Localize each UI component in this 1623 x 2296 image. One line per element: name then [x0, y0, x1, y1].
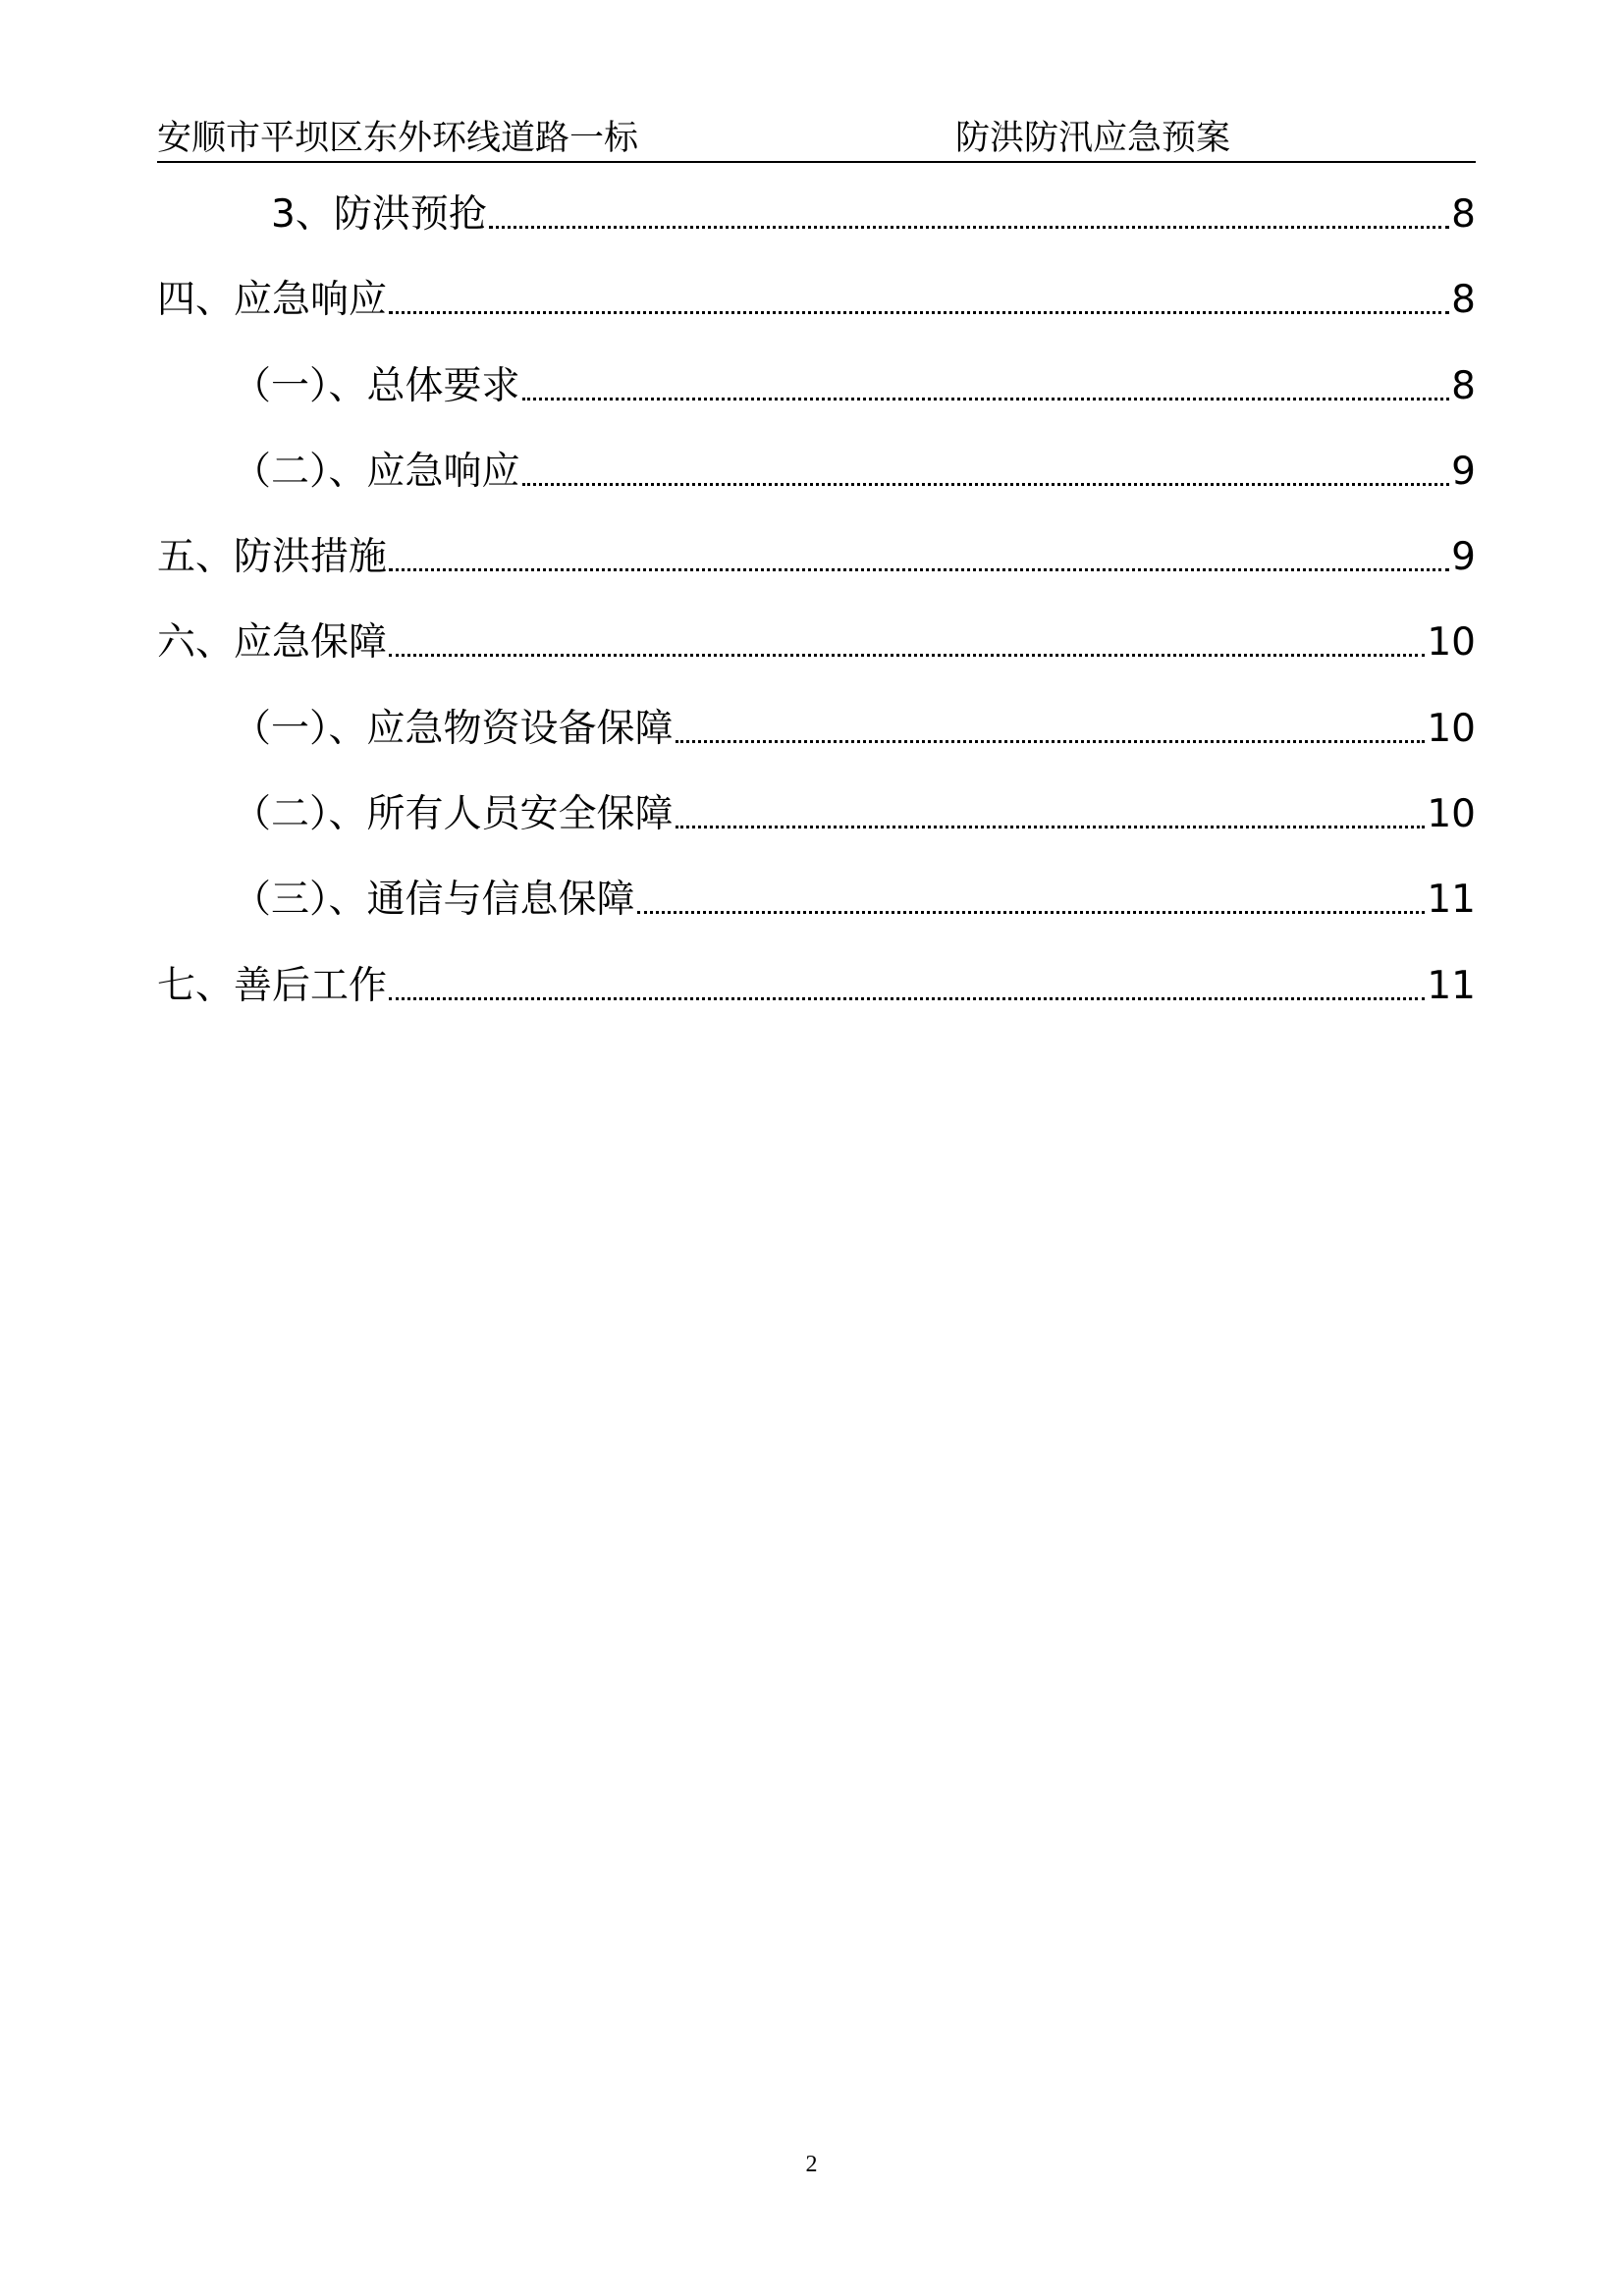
toc-entry[interactable] — [157, 442, 1476, 527]
toc-dot-leader — [389, 613, 1425, 673]
toc-dot-leader — [389, 270, 1449, 331]
toc-entry-page: 8 — [1451, 278, 1476, 323]
toc-dot-leader — [489, 185, 1449, 245]
toc-entry[interactable] — [157, 784, 1476, 870]
toc-dot-leader — [389, 527, 1449, 588]
toc-entry-page: 9 — [1451, 449, 1476, 494]
toc-entry-title: （二）、应急响应 — [233, 449, 520, 494]
table-of-contents — [157, 185, 1476, 1041]
toc-entry-title: 六、应急保障 — [157, 620, 388, 666]
toc-entry-title: （一）、应急物资设备保障 — [233, 706, 674, 751]
toc-entry-title: （三）、通信与信息保障 — [233, 878, 635, 923]
toc-entry-title: 四、应急响应 — [157, 278, 388, 323]
toc-entry-title: 七、善后工作 — [157, 963, 388, 1008]
toc-dot-leader — [522, 442, 1450, 503]
toc-entry[interactable] — [157, 699, 1476, 784]
toc-entry[interactable] — [157, 870, 1476, 955]
page-header — [157, 116, 1476, 163]
toc-entry-page: 8 — [1451, 192, 1476, 237]
toc-entry[interactable] — [157, 185, 1476, 270]
toc-entry-page: 10 — [1427, 706, 1476, 751]
toc-entry-page: 10 — [1427, 620, 1476, 666]
toc-entry-page: 11 — [1427, 963, 1476, 1008]
toc-entry-title: 五、防洪措施 — [157, 535, 388, 580]
toc-entry-title: （二）、所有人员安全保障 — [233, 792, 674, 837]
toc-entry[interactable] — [157, 956, 1476, 1041]
toc-entry[interactable] — [157, 527, 1476, 613]
toc-entry[interactable] — [157, 613, 1476, 698]
page-number: 2 — [805, 2152, 818, 2177]
toc-entry-title: （一）、总体要求 — [233, 363, 520, 408]
toc-entry-page: 8 — [1451, 363, 1476, 408]
toc-dot-leader — [522, 356, 1450, 417]
toc-entry-page: 11 — [1427, 878, 1476, 923]
toc-dot-leader — [676, 784, 1426, 845]
toc-entry[interactable] — [157, 356, 1476, 442]
toc-entry-page: 9 — [1451, 535, 1476, 580]
toc-dot-leader — [637, 870, 1426, 931]
header-project-title: 安顺市平坝区东外环线道路一标 — [157, 119, 639, 158]
toc-entry[interactable] — [157, 270, 1476, 355]
header-document-title: 防洪防汛应急预案 — [955, 119, 1231, 158]
toc-dot-leader — [676, 699, 1426, 760]
toc-dot-leader — [389, 956, 1425, 1017]
toc-entry-page: 10 — [1427, 792, 1476, 837]
toc-entry-title: 3、防洪预抢 — [271, 192, 487, 237]
